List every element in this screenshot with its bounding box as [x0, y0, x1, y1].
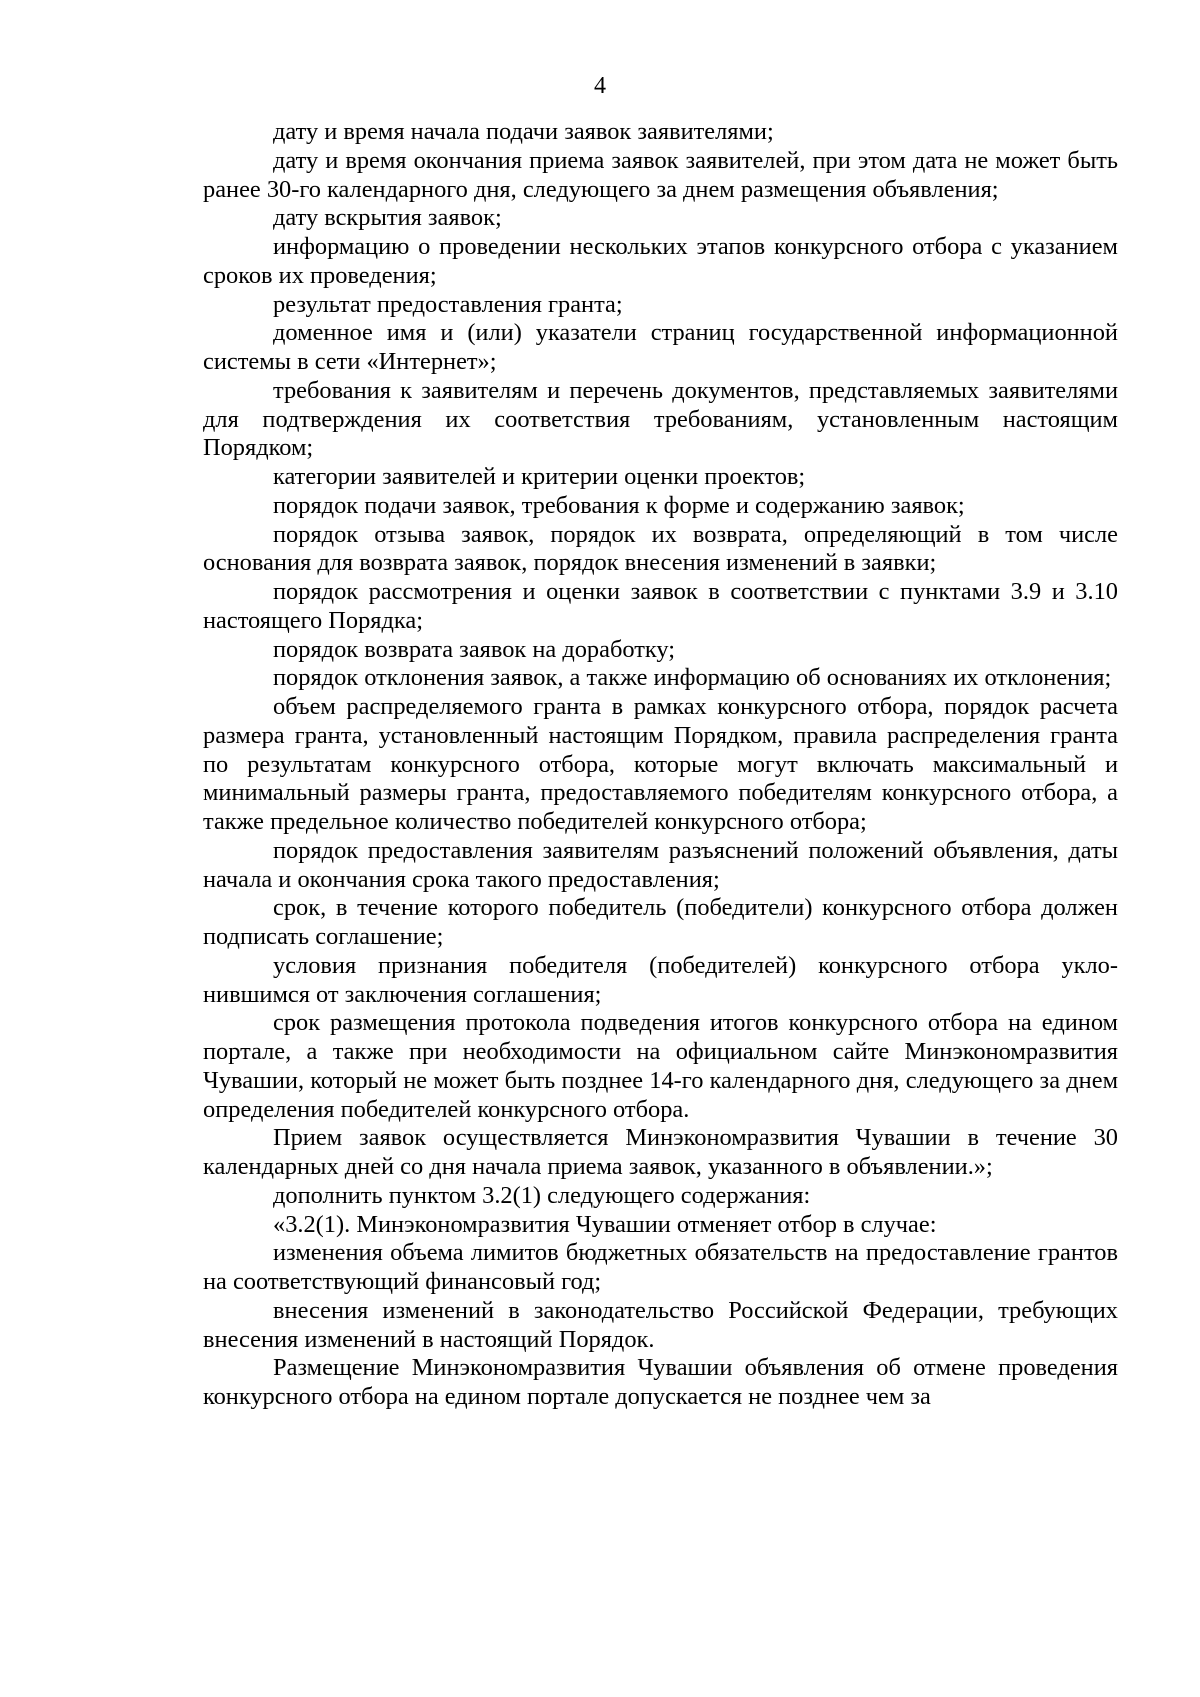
paragraph: порядок отклонения заявок, а также информацию об основаниях их отклонения;: [273, 664, 1112, 692]
paragraph: результат предоставления гранта;: [273, 290, 623, 318]
paragraph: объем распределяемого гранта в рамках конкурсного отбора, порядок расчета размера гранта, установленный настоящим Порядком, правила распределения гранта по результатам конкурсного отбора, которые могут включать максимальный и минимальный размеры гранта, предоставляемого победителям конкурсного отбора, а также предельное количество победителей конкурсного отбора;: [203, 693, 1118, 835]
paragraph: дату и время начала подачи заявок заявителями;: [273, 118, 774, 145]
paragraph: порядок отзыва заявок, порядок их возврата, определяющий в том числе основания для возврата заявок, порядок внесения изменений в заявки;: [203, 520, 1118, 577]
paragraph: дату вскрытия заявок;: [273, 204, 502, 232]
paragraph: «3.2(1). Минэкономразвития Чувашии отменяет отбор в случае:: [273, 1210, 937, 1238]
paragraph: изменения объема лимитов бюджетных обязательств на предоставление грантов на соответствующий финансовый год;: [203, 1239, 1118, 1295]
paragraph: информацию о проведении нескольких этапов конкурсного отбора с указанием сроков их проведения;: [203, 233, 1118, 289]
paragraph: дополнить пунктом 3.2(1) следующего содержания:: [273, 1181, 811, 1209]
paragraph: дату и время окончания приема заявок заявителей, при этом дата не может быть ранее 30-го календарного дня, следующего за днем размещения объявления;: [203, 146, 1118, 203]
paragraph: порядок рассмотрения и оценки заявок в соответствии с пунктами 3.9 и 3.10 настоящего Порядка;: [203, 578, 1118, 634]
paragraph: порядок предоставления заявителям разъяснений положений объявления, даты начала и окончания срока такого предоставления;: [203, 836, 1118, 893]
paragraph: категории заявителей и критерии оценки проектов;: [273, 463, 806, 490]
paragraph: доменное имя и (или) указатели страниц государственной информационной системы в сети «Интернет»;: [203, 319, 1118, 375]
paragraph: Размещение Минэкономразвития Чувашии объявления об отмене проведения конкурсного отбора на едином портале допускается не позднее чем за: [203, 1354, 1118, 1410]
paragraph: порядок подачи заявок, требования к форме и содержанию заявок;: [273, 491, 965, 519]
paragraph: срок, в течение которого победитель (победители) конкурсного отбора должен подписать соглашение;: [203, 894, 1118, 950]
paragraph: Прием заявок осуществляется Минэкономразвития Чувашии в течение 30 календарных дней со дня начала приема заявок, указанного в объявлении.»;: [203, 1124, 1118, 1180]
paragraph: срок размещения протокола подведения итогов конкурсного отбора на едином портале, а также при необходимости на официальном сайте Минэкономразвития Чувашии, который не может быть позднее 14-го календарного дня, следующего за днем определения победителей конкурсного отбора.: [203, 1009, 1118, 1123]
paragraph: требования к заявителям и перечень документов, представляемых заявителями для подтверждения их соответствия требованиям, установленным настоящим Порядком;: [203, 376, 1118, 462]
paragraph: порядок возврата заявок на доработку;: [273, 635, 676, 663]
paragraph: условия признания победителя (победителей) конкурсного отбора уклонившимся от заключения соглашения;: [203, 951, 1118, 1008]
paragraph: внесения изменений в законодательство Российской Федерации, требующих внесения изменений в настоящий Порядок.: [203, 1296, 1118, 1353]
page-number: 4: [594, 73, 606, 99]
document-body: [203, 118, 1118, 1412]
